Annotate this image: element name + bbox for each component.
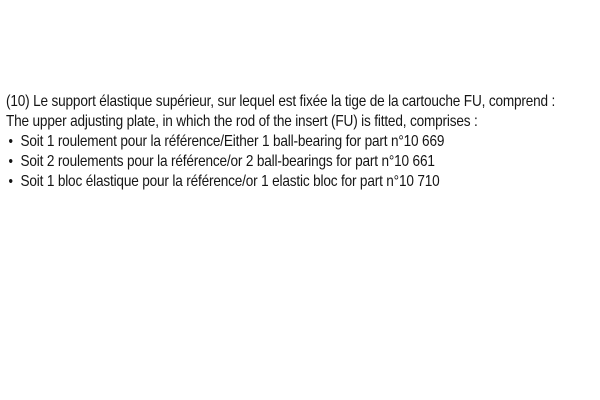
note-block bbox=[6, 92, 600, 192]
bullet-item bbox=[6, 172, 600, 192]
bullet-item bbox=[6, 132, 600, 152]
note-line-french: (10) Le support élastique supérieur, sur lequel est fixée la tige de la cartouche FU, comprend : bbox=[6, 93, 556, 110]
bullet-icon: • bbox=[8, 153, 13, 170]
bullet-icon: • bbox=[8, 133, 13, 150]
bullet-item bbox=[6, 152, 600, 172]
bullet-text-elastic-bloc: Soit 1 bloc élastique pour la référence/or 1 elastic bloc for part n°10 710 bbox=[20, 173, 440, 190]
bullet-text-ball-bearing-1: Soit 1 roulement pour la référence/Either 1 ball-bearing for part n°10 669 bbox=[20, 133, 445, 150]
bullet-icon: • bbox=[8, 173, 13, 190]
bullet-list bbox=[6, 132, 600, 192]
bullet-text-ball-bearings-2: Soit 2 roulements pour la référence/or 2 ball-bearings for part n°10 661 bbox=[20, 153, 435, 170]
note-line-english: The upper adjusting plate, in which the rod of the insert (FU) is fitted, comprises : bbox=[6, 113, 478, 130]
